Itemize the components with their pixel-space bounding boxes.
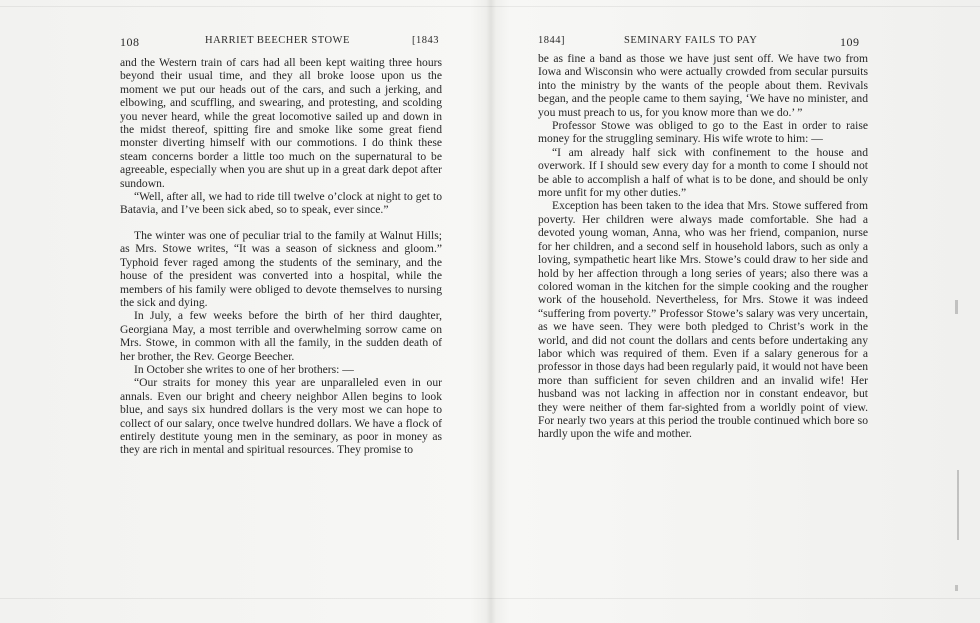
- scan-edge-artifact: [957, 470, 959, 540]
- paragraph: “I am already half sick with confinement to the house and overwork. If I should sew every day for a month to come I should not be able to accomplish a half of what is to be done, and should be only more unfit for my other duties.”: [538, 145, 868, 200]
- left-page-number: 108: [120, 35, 140, 49]
- right-page-number: 109: [840, 35, 860, 49]
- paragraph: Professor Stowe was obliged to go to the East in order to raise money for the struggling seminary. His wife wrote to him: —: [538, 119, 868, 146]
- paragraph: and the Western train of cars had all been kept waiting three hours beyond their usual time, and they all broke loose upon us the moment we put our heads out of the cars, and such a jerking, and elbowing, and scuffling, and swearing, and protesting, and scolding you never heard, while the great locomotive sailed up and down in the midst thereof, spitting fire and smoke like some great fiend monster diverting himself with our commotions. I do think these steam concerns border a little too much on the supernatural to be agreeable, especially when you are shut up in a great dark depot after sundown.: [120, 56, 442, 190]
- left-page-body: [120, 56, 442, 457]
- paragraph: In October she writes to one of her brothers: —: [134, 362, 354, 376]
- paragraph: Exception has been taken to the idea that Mrs. Stowe suffered from poverty. Her children were always made comfortable. She had a devoted young woman, Anna, who was her friend, companion, nurse for her children, and a second self in household labors, such as only a loving, sympathetic heart like Mrs. Stowe’s could draw to her side and hold by her affection through a long series of years; also there was a colored woman in the kitchen for the simple cooking and the rougher work of the household. Nevertheless, for Mrs. Stowe it was indeed “suffering from poverty.” Professor Stowe’s salary was very uncertain, as we have seen. They were both pledged to Christ’s work in the world, and did not count the dollars and cents before undertaking any labor which was required of them. Even if a salary generous for a professor in those days had been regularly paid, it would not have been more than sufficient for seven children and an invalid wife! Her husband was not lacking in affection nor in constant endeavor, but they were neither of them far-sighted from a worldly point of view. For nearly two years at this period the trouble continued which bore so hardly upon the wife and mother.: [538, 199, 869, 441]
- right-page: [490, 0, 980, 623]
- right-running-title: SEMINARY FAILS TO PAY: [624, 35, 758, 46]
- left-running-title: HARRIET BEECHER STOWE: [205, 35, 350, 46]
- left-year-mark: [1843: [412, 35, 439, 46]
- scan-edge-artifact: [955, 585, 958, 591]
- right-year-mark: 1844]: [538, 35, 565, 46]
- right-page-body: [538, 52, 868, 441]
- paragraph: In July, a few weeks before the birth of her third daughter, Georgiana May, a most terrible and overwhelming sorrow came on Mrs. Stowe, in common with all the family, in the sudden death of her brother, the Rev. George Beecher.: [120, 309, 442, 363]
- paragraph: be as fine a band as those we have just sent off. We have two from Iowa and Wisconsin who were actually crowded from secular pursuits into the ministry by the wants of the people about them. Revivals began, and the people came to them saying, ‘We have no minister, and you must preach to us, for you know more than we do.’ ”: [538, 52, 868, 119]
- paragraph: “Our straits for money this year are unparalleled even in our annals. Even our bright and cheery neighbor Allen begins to look blue, and says six hundred dollars is the very most we can hope to collect of our salary, once twelve hundred dollars. We have a flock of entirely destitute young men in the seminary, as poor in money as they are rich in mental and spiritual resources. They promise to: [120, 376, 442, 457]
- paragraph: The winter was one of peculiar trial to the family at Walnut Hills; as Mrs. Stowe writes, “It was a season of sickness and gloom.” Typhoid fever raged among the students of the seminary, and the house of the president was converted into a hospital, while the members of his family were obliged to devote themselves to nursing the sick and dying.: [120, 228, 442, 309]
- scan-edge-artifact: [955, 300, 958, 314]
- paragraph: “Well, after all, we had to ride till twelve o’clock at night to get to Batavia, and I’ve been sick abed, so to speak, ever since.”: [120, 190, 442, 217]
